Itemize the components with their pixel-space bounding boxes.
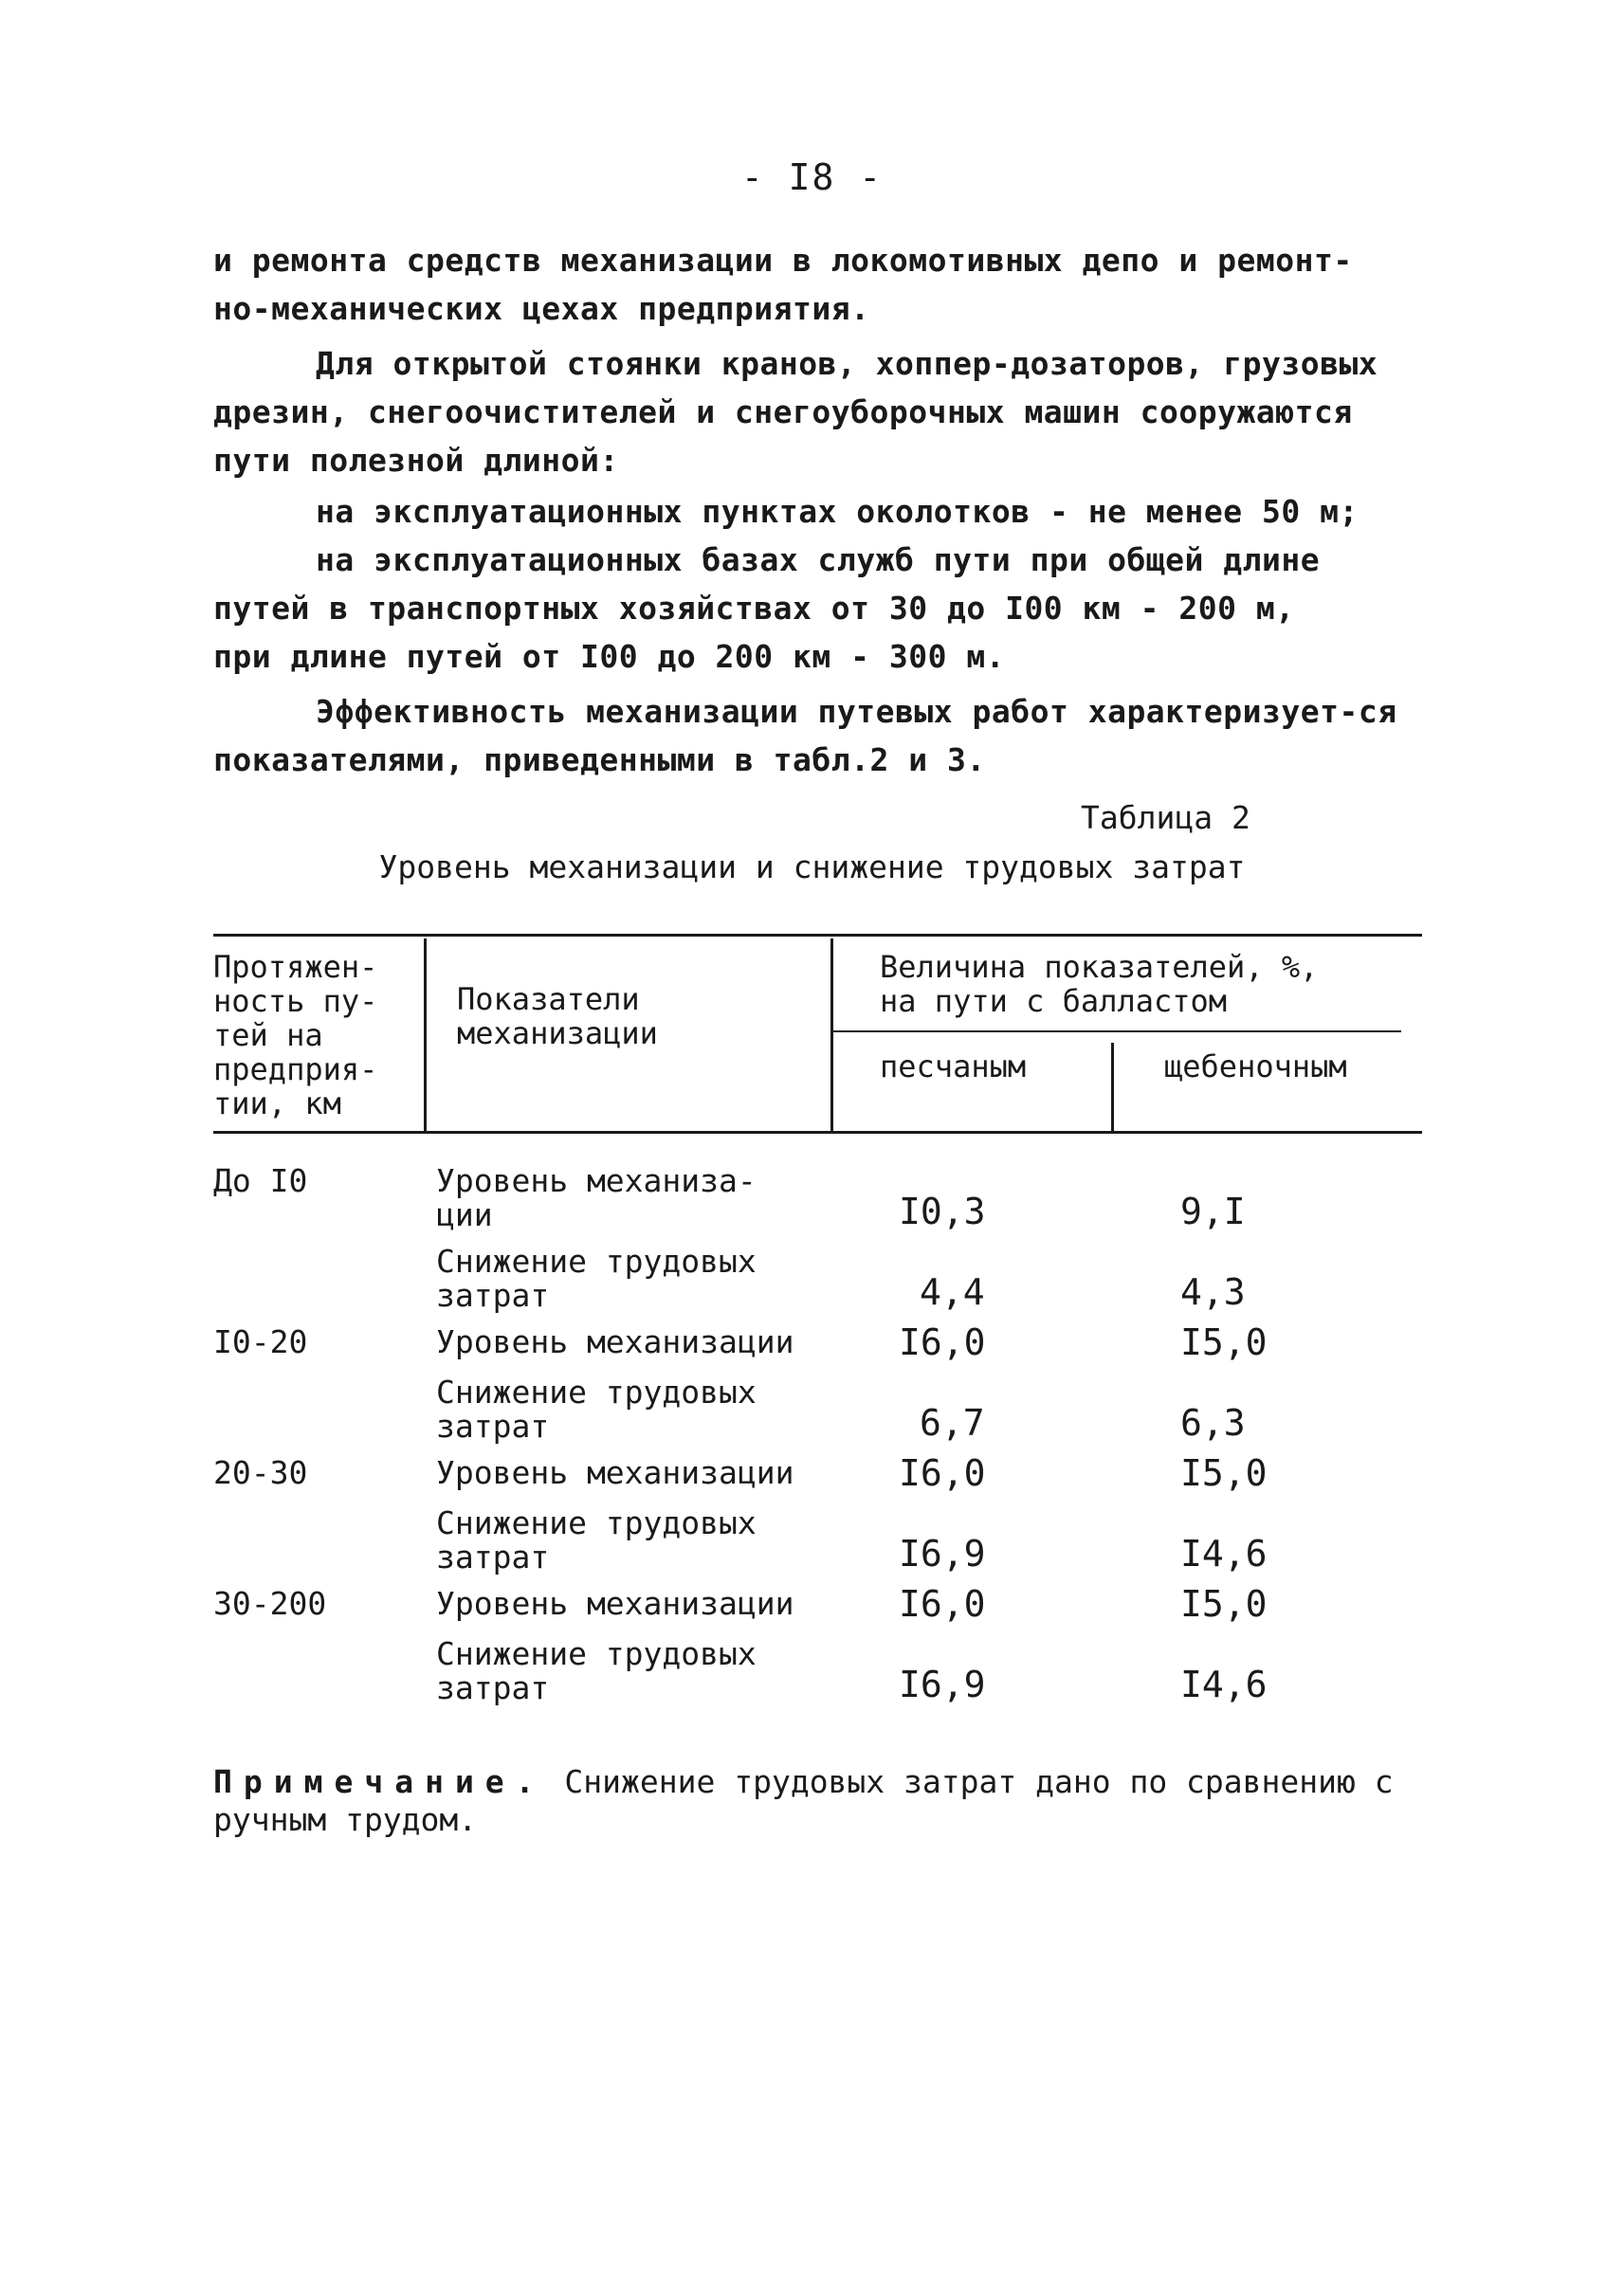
note-label: Примечание. [213,1763,546,1800]
table-subheader-rule [832,1030,1401,1032]
table-note [213,1763,1436,1839]
cell-indicator: Снижение трудовых затрат [436,1504,757,1576]
table-divider-2 [830,938,833,1131]
cell-length: До I0 [213,1162,308,1199]
header-indicator: Показатели механизации [457,981,658,1051]
cell-sand: 4,4 [920,1271,985,1313]
header-gravel: щебеночным [1164,1048,1347,1084]
cell-indicator: Снижение трудовых затрат [436,1243,757,1314]
cell-indicator: Снижение трудовых затрат [436,1374,757,1445]
cell-sand: I6,0 [899,1321,986,1363]
cell-sand: I6,0 [899,1452,986,1494]
cell-gravel: I4,6 [1180,1533,1268,1575]
cell-indicator: Уровень механизации [436,1585,794,1622]
paragraph-4-line-2: путей в транспортных хозяйствах от 30 до I00 км - 200 м, [213,590,1295,627]
cell-indicator: Снижение трудовых затрат [436,1635,757,1706]
header-length: Протяжен- ность пу- тей на предприя- тии, км [213,949,378,1121]
note-text: Снижение трудовых затрат дано по сравнению с ручным трудом. [213,1763,1413,1838]
cell-gravel: I5,0 [1180,1321,1268,1363]
cell-gravel: I5,0 [1180,1583,1268,1625]
table-divider-1 [424,938,427,1131]
cell-length: I0-20 [213,1323,308,1360]
paragraph-2: Для открытой стоянки кранов, хоппер-дозаторов, грузовых дрезин, снегоочистителей и снегоуборочных машин сооружаются пути полезной длиной: [213,345,1397,479]
cell-sand: I0,3 [899,1191,986,1232]
cell-sand: I6,9 [899,1533,986,1575]
table-header-bottom-rule [213,1131,1422,1134]
table-top-rule [213,934,1422,937]
cell-length: 30-200 [213,1585,327,1622]
cell-gravel: 6,3 [1180,1402,1246,1444]
cell-sand: I6,0 [899,1583,986,1625]
cell-gravel: I4,6 [1180,1664,1268,1705]
header-sand: песчаным [880,1048,1027,1084]
cell-sand: 6,7 [920,1402,985,1444]
paragraph-3: на эксплуатационных пунктах околотков - не менее 50 м; [316,493,1359,530]
paragraph-1-line-2: но-механических цехах предприятия. [213,290,870,327]
cell-indicator: Уровень механиза- ции [436,1162,757,1233]
paragraph-1-line-1: и ремонта средств механизации в локомотивных депо и ремонт- [213,242,1353,279]
table-divider-3 [1111,1043,1114,1131]
cell-sand: I6,9 [899,1664,986,1705]
page-number: - I8 - [740,156,884,198]
cell-gravel: I5,0 [1180,1452,1268,1494]
paragraph-4-line-3: при длине путей от I00 до 200 км - 300 м. [213,638,1006,675]
cell-length: 20-30 [213,1454,308,1491]
paragraph-5: Эффективность механизации путевых работ характеризует-ся показателями, приведенными в табл.2 и 3. [213,693,1416,778]
cell-indicator: Уровень механизации [436,1454,794,1491]
table-title: Уровень механизации и снижение трудовых затрат [378,848,1246,885]
cell-indicator: Уровень механизации [436,1323,794,1360]
table-label: Таблица 2 [1081,799,1250,836]
header-group: Величина показателей, %, на пути с балластом [880,949,1319,1019]
cell-gravel: 4,3 [1180,1271,1246,1313]
cell-gravel: 9,I [1180,1191,1246,1232]
paragraph-4-line-1: на эксплуатационных базах служб пути при общей длине [316,541,1321,578]
